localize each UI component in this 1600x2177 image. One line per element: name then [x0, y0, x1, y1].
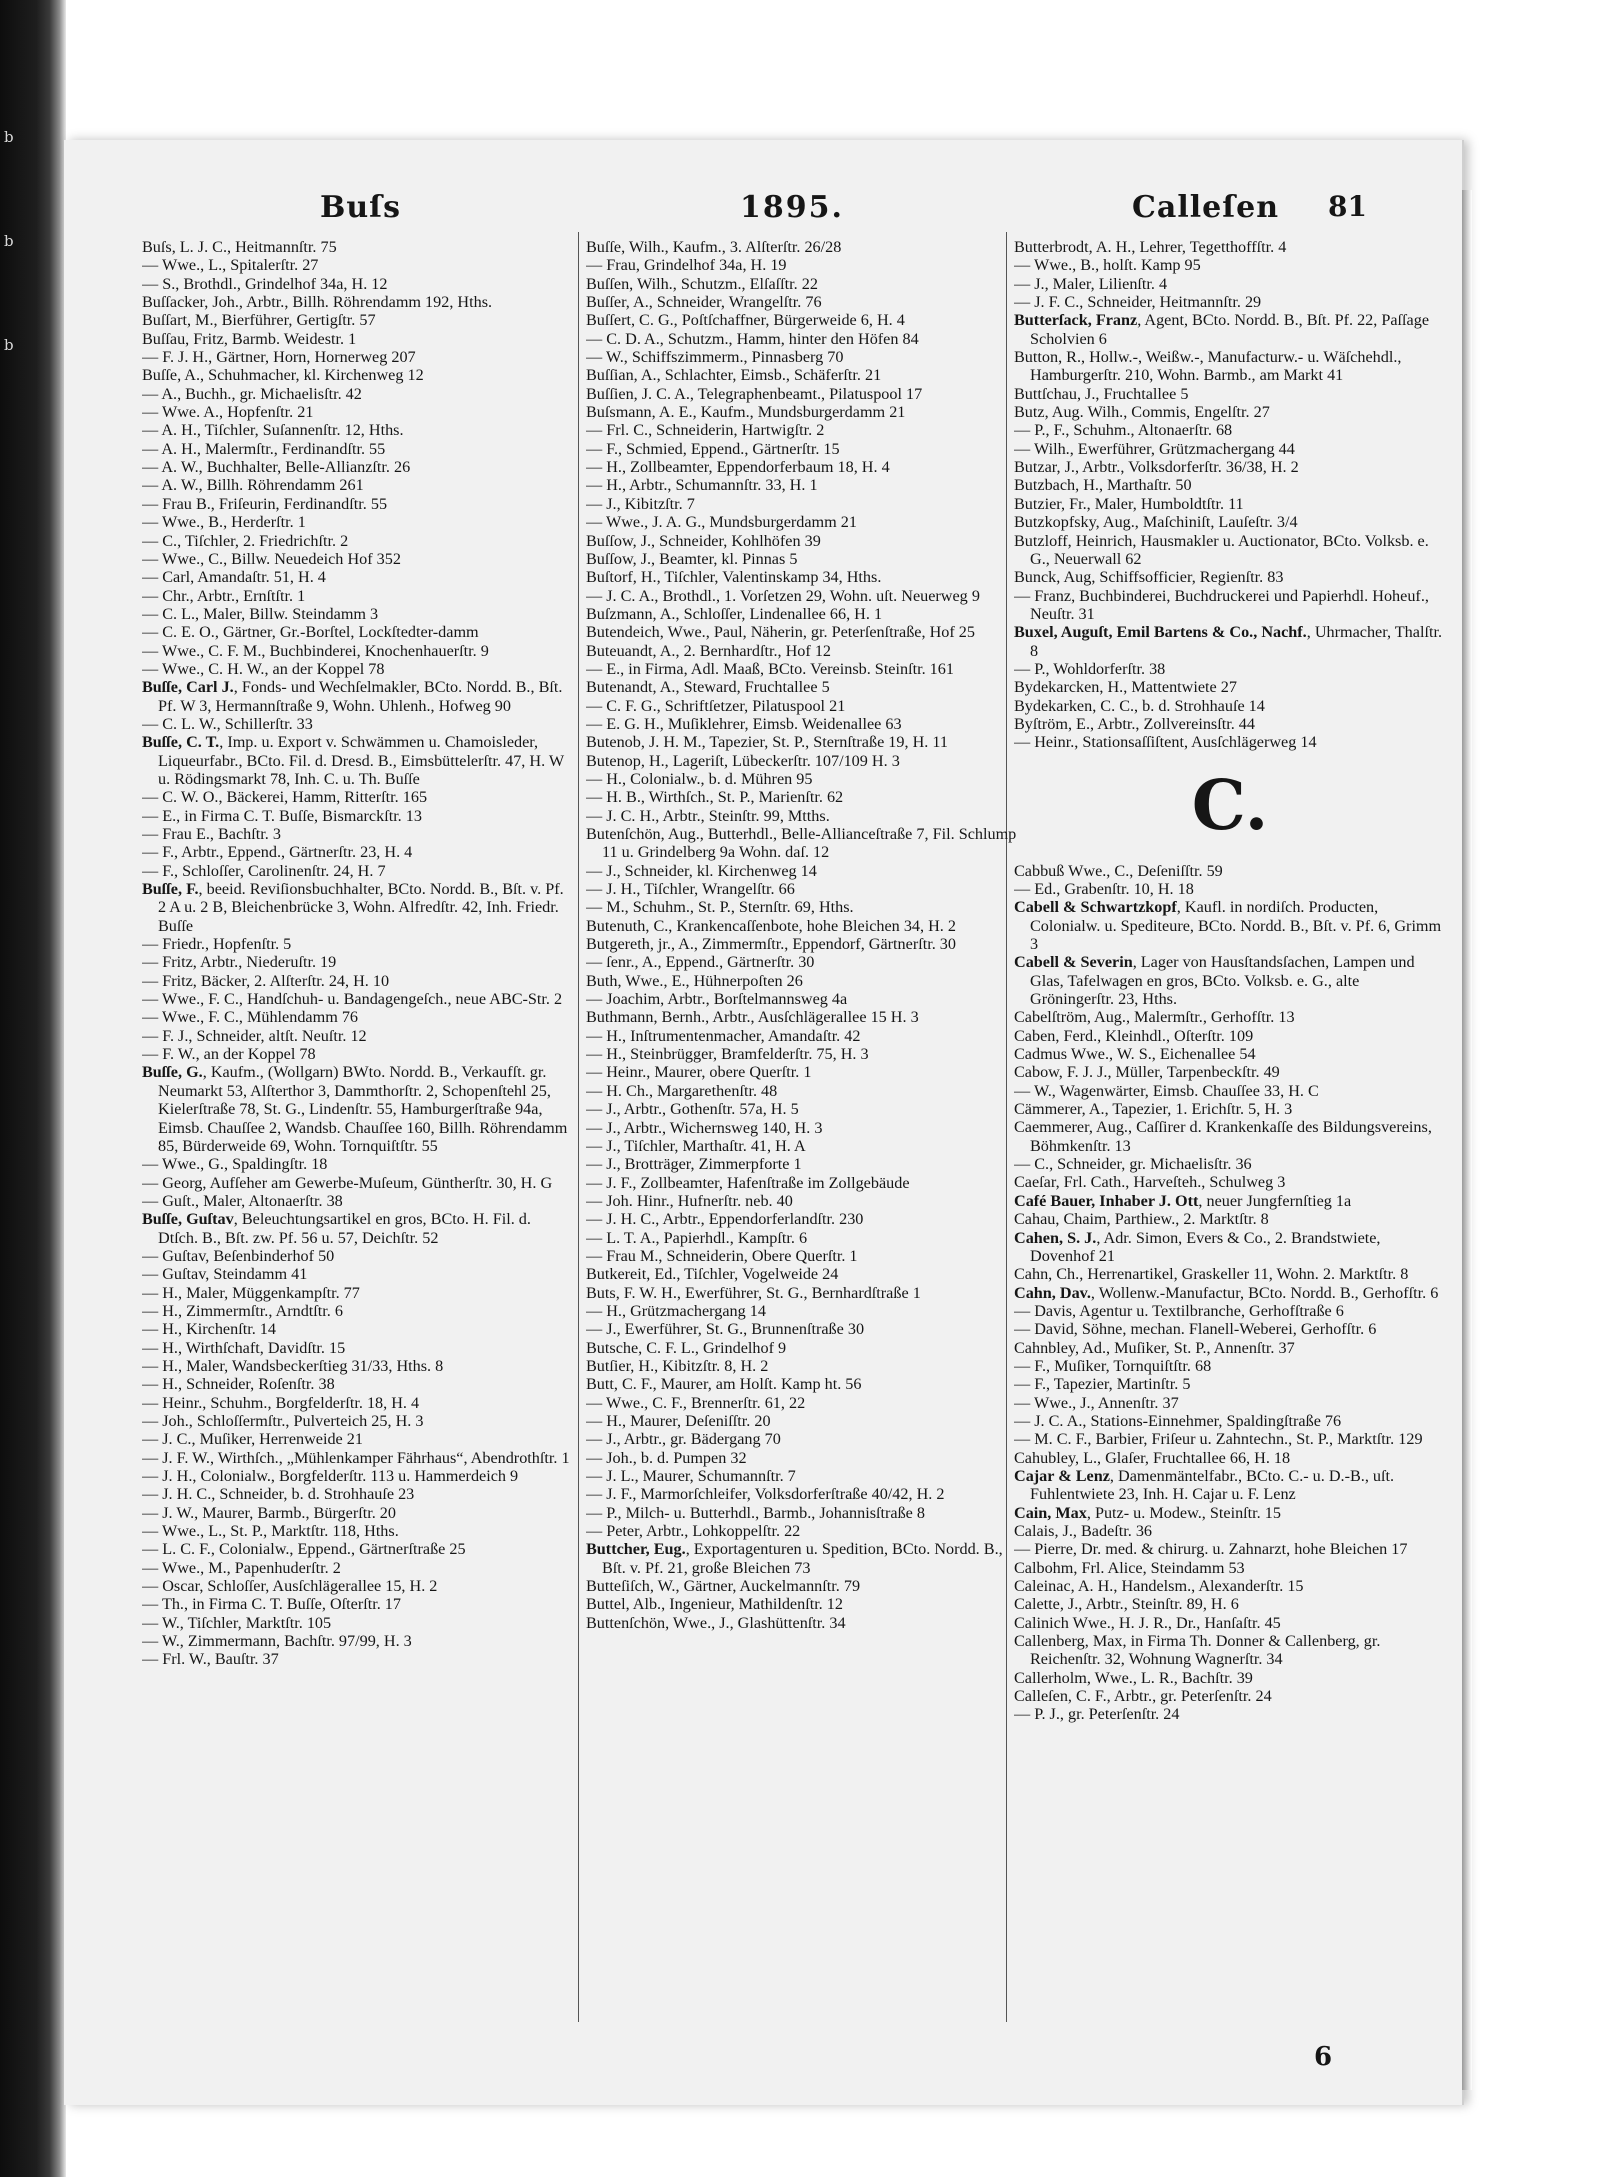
- directory-entry: Buſſacker, Joh., Arbtr., Billh. Röhrendamm 192, Hths.: [142, 293, 493, 312]
- directory-entry: Cämmerer, A., Tapezier, 1. Erichſtr. 5, H. 3: [1014, 1100, 1293, 1119]
- directory-entry: — Oscar, Schloſſer, Ausſchlägerallee 15, H. 2: [142, 1577, 438, 1596]
- directory-entry: — Fritz, Bäcker, 2. Alſterſtr. 24, H. 10: [142, 971, 390, 990]
- directory-entry: Caeſar, Frl. Cath., Harveſteh., Schulweg 3: [1014, 1173, 1286, 1192]
- directory-entry: — Frau E., Bachſtr. 3: [142, 825, 281, 843]
- directory-entry: — A., Buchh., gr. Michaelisſtr. 42: [142, 384, 362, 403]
- directory-entry: — Frau, Grindelhof 34a, H. 19: [586, 256, 787, 275]
- directory-entry: — Frl. W., Bauſtr. 37: [142, 1650, 279, 1669]
- directory-entry: Buſs, L. J. C., Heitmannſtr. 75: [142, 238, 337, 256]
- directory-entry: Callenberg, Max, in Firma Th. Donner & Callenberg, gr. Reichenſtr. 32, Wohnung Wagnerſtr. 34: [1014, 1632, 1381, 1669]
- header-year: 1895.: [740, 190, 844, 225]
- directory-entry: Calais, J., Badeſtr. 36: [1014, 1522, 1153, 1540]
- directory-entry: Cahnbley, Ad., Muſiker, St. P., Annenſtr. 37: [1014, 1338, 1295, 1357]
- directory-entry: Butzbach, H., Marthaſtr. 50: [1014, 476, 1192, 495]
- directory-entry: Buſſe, G., Kaufm., (Wollgarn) BWto. Nordd. B., Verkaufſt. gr. Neumarkt 53, Alſterthor 3, Dammthorſtr. 2, Schopenſtehl 25, Kielerſtraße 78, St. G., Lindenſtr. 55, Hamburgerſtraße 94a, Eimsb. Chauſſee 2, Wandsb. Chauſſee 160, Billh. Röhrendamm 85, Bürderweide 69, Wohn. Tornquiſtſtr. 55: [142, 1063, 568, 1155]
- directory-entry: Butzloff, Heinrich, Hausmakler u. Auctionator, BCto. Volksb. e. G., Neuerwall 62: [1014, 531, 1429, 568]
- directory-entry: — Wwe., J., Annenſtr. 37: [1014, 1393, 1179, 1412]
- directory-entry: — P. J., gr. Peterſenſtr. 24: [1014, 1705, 1180, 1724]
- directory-entry: Buſſien, J. C. A., Telegraphenbeamt., Pilatuspool 17: [586, 384, 923, 403]
- directory-entry: Buſſow, J., Beamter, kl. Pinnas 5: [586, 549, 798, 568]
- directory-entry: — C. D. A., Schutzm., Hamm, hinter den Höfen 84: [586, 329, 919, 348]
- directory-entry: Buſſe, C. T., Imp. u. Export v. Schwämmen u. Chamoisleder, Liqueurfabr., BCto. Fil. d. Dresd. B., Eimsbüttelerſtr. 47, H. W u. Rödingsmarkt 78, Inh. C. u. Th. Buſſe: [142, 733, 564, 788]
- directory-entry: — Georg, Aufſeher am Gewerbe-Muſeum, Güntherſtr. 30, H. G: [142, 1173, 553, 1192]
- directory-entry: Café Bauer, Inhaber J. Ott, neuer Jungfernſtieg 1a: [1014, 1191, 1352, 1210]
- directory-entry: — E., in Firma, Adl. Maaß, BCto. Vereinsb. Steinſtr. 161: [586, 659, 954, 678]
- directory-entry: — L. C. F., Colonialw., Eppend., Gärtnerſtraße 25: [142, 1540, 466, 1559]
- directory-entry: — H., Schneider, Roſenſtr. 38: [142, 1375, 335, 1394]
- header-last-entry: Calleſen: [1132, 190, 1279, 225]
- directory-entry: — W., Tiſchler, Marktſtr. 105: [142, 1613, 332, 1632]
- directory-entry: — L. T. A., Papierhdl., Kampſtr. 6: [586, 1228, 808, 1247]
- directory-entry: — F., Arbtr., Eppend., Gärtnerſtr. 23, H. 4: [142, 843, 413, 862]
- directory-entry: — Frl. C., Schneiderin, Hartwigſtr. 2: [586, 421, 825, 440]
- page-edge: [1462, 190, 1472, 2090]
- directory-entry: — F., Muſiker, Tornquiſtſtr. 68: [1014, 1356, 1212, 1375]
- directory-entry: Buth, Wwe., E., Hühnerpoſten 26: [586, 971, 803, 990]
- directory-entry: — J. H., Tiſchler, Wrangelſtr. 66: [586, 880, 795, 899]
- directory-entry: Cabow, F. J. J., Müller, Tarpenbeckſtr. 49: [1014, 1063, 1280, 1082]
- directory-entry: Butterſack, Franz, Agent, BCto. Nordd. B., Bſt. Pf. 22, Paſſage Scholvien 6: [1014, 311, 1430, 348]
- directory-entry: — P., F., Schuhm., Altonaerſtr. 68: [1014, 421, 1233, 440]
- directory-entry: Cadmus Wwe., W. S., Eichenallee 54: [1014, 1045, 1256, 1064]
- directory-entry: — J. F., Zollbeamter, Hafenſtraße im Zollgebäude: [586, 1173, 910, 1192]
- directory-entry: — J. C. A., Stations-Einnehmer, Spaldingſtraße 76: [1014, 1411, 1342, 1430]
- directory-entry: Buſtorf, H., Tiſchler, Valentinskamp 34, Hths.: [586, 568, 882, 587]
- directory-entry: Buttſchau, J., Fruchtallee 5: [1014, 384, 1189, 403]
- directory-entry: Calette, J., Arbtr., Steinſtr. 89, H. 6: [1014, 1595, 1239, 1614]
- directory-entry: Buſſe, Guſtav, Beleuchtungsartikel en gros, BCto. H. Fil. d. Dtſch. B., Bſt. zw. Pf. 56 u. 57, Deichſtr. 52: [142, 1210, 531, 1247]
- directory-entry: — Friedr., Hopfenſtr. 5: [142, 935, 292, 954]
- directory-entry: Buſſe, F., beeid. Reviſionsbuchhalter, BCto. Nordd. B., Bſt. v. Pf. 2 A u. 2 B, Bleichenbrücke 3, Wohn. Alfredſtr. 42, Inh. Friedr. Buſſe: [142, 880, 564, 935]
- directory-entry: — J. F. W., Wirthſch., „Mühlenkamper Fährhaus“, Abendrothſtr. 1: [142, 1448, 570, 1467]
- directory-entry: — Th., in Firma C. T. Buſſe, Oſterſtr. 17: [142, 1595, 401, 1614]
- column-2: [586, 238, 1018, 2016]
- directory-entry: — J., Schneider, kl. Kirchenweg 14: [586, 861, 817, 880]
- directory-entry: Butt, C. F., Maurer, am Holſt. Kamp ht. 56: [586, 1375, 862, 1394]
- directory-entry: — H., Kirchenſtr. 14: [142, 1320, 276, 1339]
- directory-entry: Buttcher, Eug., Exportagenturen u. Spedition, BCto. Nordd. B., Bſt. v. Pf. 21, große Bleichen 73: [586, 1540, 1003, 1577]
- directory-entry: — H., Grützmachergang 14: [586, 1301, 766, 1320]
- directory-entry: — Heinr., Maurer, obere Querſtr. 1: [586, 1063, 812, 1082]
- directory-entry: Cahn, Dav., Wollenw.-Manufactur, BCto. Nordd. B., Gerhofſtr. 6: [1014, 1283, 1439, 1302]
- directory-entry: Buſſer, A., Schneider, Wrangelſtr. 76: [586, 293, 822, 312]
- directory-entry: — F., Tapezier, Martinſtr. 5: [1014, 1375, 1191, 1394]
- page-header: [102, 190, 1432, 234]
- directory-entry: Buts, F. W. H., Ewerführer, St. G., Bernhardſtraße 1: [586, 1283, 921, 1302]
- directory-entry: Butenuth, C., Krankencaſſenbote, hohe Bleichen 34, H. 2: [586, 916, 956, 935]
- directory-entry: Butz, Aug. Wilh., Commis, Engelſtr. 27: [1014, 403, 1270, 422]
- directory-entry: — W., Zimmermann, Bachſtr. 97/99, H. 3: [142, 1632, 412, 1651]
- directory-entry: Bydekarken, C. C., b. d. Strohhauſe 14: [1014, 696, 1265, 715]
- directory-entry: Buſsmann, A. E., Kaufm., Mundsburgerdamm 21: [586, 403, 906, 422]
- directory-entry: Buſſe, A., Schuhmacher, kl. Kirchenweg 12: [142, 366, 424, 385]
- directory-entry: — J., Kibitzſtr. 7: [586, 494, 695, 513]
- directory-entry: — Wwe., C. F., Brennerſtr. 61, 22: [586, 1393, 806, 1412]
- directory-entry: — C. F. G., Schriftſetzer, Pilatuspool 21: [586, 696, 846, 715]
- directory-entry: — J., Maler, Lilienſtr. 4: [1014, 274, 1168, 293]
- directory-entry: — J. C. H., Arbtr., Steinſtr. 99, Mtths.: [586, 806, 830, 825]
- directory-page: [102, 168, 1442, 2072]
- directory-entry: — W., Schiffszimmerm., Pinnasberg 70: [586, 348, 844, 367]
- directory-entry: — Joachim, Arbtr., Borſtelmannsweg 4a: [586, 990, 848, 1009]
- directory-entry: Bydekarcken, H., Mattentwiete 27: [1014, 678, 1237, 697]
- directory-entry: Buthmann, Bernh., Arbtr., Ausſchlägerallee 15 H. 3: [586, 1008, 919, 1027]
- directory-entry: Cahau, Chaim, Parthiew., 2. Marktſtr. 8: [1014, 1210, 1269, 1229]
- spine-fragment: b: [4, 336, 14, 354]
- directory-entry: Butzar, J., Arbtr., Volksdorferſtr. 36/38, H. 2: [1014, 458, 1299, 477]
- directory-entry: — F. J., Schneider, altſt. Neuſtr. 12: [142, 1026, 367, 1045]
- directory-entry: — David, Söhne, mechan. Flanell-Weberei, Gerhofſtr. 6: [1014, 1320, 1377, 1339]
- directory-entry: — Joh., b. d. Pumpen 32: [586, 1448, 747, 1467]
- directory-entry: — A. W., Buchhalter, Belle-Allianzſtr. 26: [142, 458, 411, 477]
- directory-entry: — F., Schmied, Eppend., Gärtnerſtr. 15: [586, 439, 840, 458]
- directory-entry: — Heinr., Stationsaſſiſtent, Ausſchlägerweg 14: [1014, 733, 1317, 752]
- directory-entry: — J. H. C., Arbtr., Eppendorferlandſtr. 230: [586, 1210, 864, 1229]
- directory-entry: — H., Maler, Müggenkampſtr. 77: [142, 1283, 360, 1302]
- directory-entry: — C. E. O., Gärtner, Gr.-Borſtel, Lockſtedter-damm: [142, 623, 479, 642]
- directory-entry: Cain, Max, Putz- u. Modew., Steinſtr. 15: [1014, 1503, 1281, 1522]
- directory-entry: Butzier, Fr., Maler, Humboldtſtr. 11: [1014, 494, 1244, 513]
- directory-entry: Butenandt, A., Steward, Fruchtallee 5: [586, 678, 830, 697]
- directory-entry: Buſſen, Wilh., Schutzm., Elſaſſtr. 22: [586, 274, 818, 293]
- directory-entry: — F., Schloſſer, Carolinenſtr. 24, H. 7: [142, 861, 386, 880]
- directory-entry: — E. G. H., Muſiklehrer, Eimsb. Weidenallee 63: [586, 714, 902, 733]
- directory-entry: — Joh. Hinr., Hufnerſtr. neb. 40: [586, 1191, 793, 1210]
- directory-entry: — H. B., Wirthſch., St. P., Marienſtr. 62: [586, 788, 844, 807]
- directory-entry: Butenſchön, Aug., Butterhdl., Belle-Allianceſtraße 7, Fil. Schlump 11 u. Grindelberg 9a Wohn. daſ. 12: [586, 825, 1017, 862]
- directory-entry: — Wwe., M., Papenhuderſtr. 2: [142, 1558, 341, 1577]
- directory-entry: — Joh., Schloſſermſtr., Pulverteich 25, H. 3: [142, 1412, 424, 1430]
- directory-entry: — Guſt., Maler, Altonaerſtr. 38: [142, 1191, 343, 1210]
- directory-entry: Butgereth, jr., A., Zimmermſtr., Eppendorf, Gärtnerſtr. 30: [586, 935, 956, 954]
- directory-entry: — J., Arbtr., Gothenſtr. 57a, H. 5: [586, 1100, 799, 1119]
- directory-entry: Butenop, H., Lageriſt, Lübeckerſtr. 107/109 H. 3: [586, 751, 900, 770]
- directory-entry: — P., Milch- u. Butterhdl., Barmb., Johannisſtraße 8: [586, 1503, 926, 1522]
- directory-entry: — H., Inſtrumentenmacher, Amandaſtr. 42: [586, 1026, 861, 1045]
- directory-entry: Callerholm, Wwe., L. R., Bachſtr. 39: [1014, 1668, 1253, 1687]
- directory-entry: — Wwe., L., Spitalerſtr. 27: [142, 256, 319, 275]
- book-spine: [0, 0, 66, 2177]
- directory-entry: — C. L., Maler, Billw. Steindamm 3: [142, 604, 379, 623]
- directory-entry: Buttel, Alb., Ingenieur, Mathildenſtr. 12: [586, 1595, 843, 1614]
- directory-entry: — Fritz, Arbtr., Niederuſtr. 19: [142, 953, 337, 972]
- directory-entry: Butenob, J. H. M., Tapezier, St. P., Sternſtraße 19, H. 11: [586, 733, 948, 752]
- directory-entry: — F. J. H., Gärtner, Horn, Hornerweg 207: [142, 348, 416, 367]
- directory-entry: — Wwe., C. F. M., Buchbinderei, Knochenhauerſtr. 9: [142, 641, 489, 660]
- directory-entry: Byſtröm, E., Arbtr., Zollvereinsſtr. 44: [1014, 714, 1255, 733]
- directory-entry: — A. H., Malermſtr., Ferdinandſtr. 55: [142, 439, 386, 458]
- directory-entry: Cajar & Lenz, Damenmäntelfabr., BCto. C.- u. D.-B., uſt. Fuhlentwiete 23, Inh. H. Cajar u. F. Lenz: [1014, 1466, 1395, 1504]
- directory-entry: Cahubley, L., Glaſer, Fruchtallee 66, H. 18: [1014, 1448, 1291, 1467]
- directory-entry: — Wwe., C. H. W., an der Koppel 78: [142, 659, 385, 678]
- directory-entry: — A. H., Tiſchler, Suſannenſtr. 12, Hths.: [142, 421, 404, 440]
- directory-entry: — J. H. C., Schneider, b. d. Strohhauſe 23: [142, 1485, 415, 1504]
- directory-entry: Bunck, Aug, Schiffsofficier, Regienſtr. 83: [1014, 568, 1284, 587]
- directory-entry: Buxel, Auguſt, Emil Bartens & Co., Nachf., Uhrmacher, Thalſtr. 8: [1014, 623, 1442, 660]
- directory-entry: — Guſtav, Beſenbinderhof 50: [142, 1246, 335, 1265]
- directory-entry: — Wwe., B., Herderſtr. 1: [142, 513, 306, 532]
- directory-entry: — H., Maler, Wandsbeckerſtieg 31/33, Hths. 8: [142, 1356, 444, 1375]
- directory-entry: Cabelſtröm, Aug., Malermſtr., Gerhofſtr. 13: [1014, 1008, 1295, 1027]
- directory-entry: — Wwe., B., holſt. Kamp 95: [1014, 256, 1201, 275]
- directory-entry: — J. C. A., Brothdl., 1. Vorſetzen 29, Wohn. uſt. Neuerweg 9: [586, 586, 980, 605]
- directory-entry: Calinich Wwe., H. J. R., Dr., Hanſaſtr. 45: [1014, 1613, 1281, 1632]
- directory-entry: — J. L., Maurer, Schumannſtr. 7: [586, 1467, 796, 1486]
- directory-entry: — Wwe., C., Billw. Neuedeich Hof 352: [142, 549, 401, 568]
- directory-entry: — Wwe., F. C., Mühlendamm 76: [142, 1008, 359, 1027]
- directory-entry: Button, R., Hollw.-, Weißw.-, Manufacturw.- u. Wäſchehdl., Hamburgerſtr. 210, Wohn. Barmb., am Markt 41: [1014, 348, 1402, 385]
- directory-entry: Butteſiſch, W., Gärtner, Auckelmannſtr. 79: [586, 1577, 861, 1596]
- directory-entry: — M. C. F., Barbier, Friſeur u. Zahntechn., St. P., Marktſtr. 129: [1014, 1430, 1423, 1449]
- directory-entry: — E., in Firma C. T. Buſſe, Bismarckſtr. 13: [142, 806, 422, 825]
- directory-entry: — ſenr., A., Eppend., Gärtnerſtr. 30: [586, 953, 815, 972]
- directory-entry: — J., Brotträger, Zimmerpforte 1: [586, 1155, 802, 1174]
- spine-fragment: b: [4, 128, 14, 146]
- directory-entry: Cabell & Severin, Lager von Hausſtandsſachen, Lampen und Glas, Tafelwagen en gros, BCto. Volksb. e. G., alte Gröningerſtr. 23, Hths.: [1014, 953, 1415, 1009]
- spine-fragment: b: [4, 232, 14, 250]
- directory-entry: — H., Maurer, Deſeniſſtr. 20: [586, 1412, 771, 1430]
- directory-entry: — Pierre, Dr. med. & chirurg. u. Zahnarzt, hohe Bleichen 17: [1014, 1540, 1408, 1559]
- column-rule: [578, 232, 579, 2022]
- directory-entry: Buſſe, Carl J., Fonds- und Wechſelmakler, BCto. Nordd. B., Bſt. Pf. W 3, Hermannſtraße 9, Wohn. Uhlenh., Hofweg 90: [142, 678, 563, 715]
- directory-entry: — Davis, Agentur u. Textilbranche, Gerhofſtraße 6: [1014, 1301, 1344, 1320]
- directory-entry: — J. W., Maurer, Barmb., Bürgerſtr. 20: [142, 1503, 396, 1522]
- directory-entry: Cahen, S. J., Adr. Simon, Evers & Co., 2. Brandstwiete, Dovenhof 21: [1014, 1228, 1381, 1265]
- directory-entry: Caben, Ferd., Kleinhdl., Oſterſtr. 109: [1014, 1026, 1254, 1045]
- directory-entry: — C., Schneider, gr. Michaelisſtr. 36: [1014, 1155, 1252, 1174]
- directory-entry: — J., Arbtr., gr. Bädergang 70: [586, 1430, 781, 1449]
- column-1: [142, 238, 574, 2016]
- directory-entry: — Wwe. A., Hopfenſtr. 21: [142, 403, 314, 422]
- directory-entry: — Chr., Arbtr., Ernſtſtr. 1: [142, 586, 306, 605]
- directory-entry: — H., Arbtr., Schumannſtr. 33, H. 1: [586, 476, 818, 495]
- directory-entry: — J. C., Muſiker, Herrenweide 21: [142, 1430, 363, 1449]
- directory-entry: Butſier, H., Kibitzſtr. 8, H. 2: [586, 1356, 769, 1375]
- directory-entry: — M., Schuhm., St. P., Sternſtr. 69, Hths.: [586, 898, 854, 917]
- directory-entry: — Wwe., F. C., Handſchuh- u. Bandagengeſch., neue ABC-Str. 2: [142, 990, 563, 1009]
- signature-number: 6: [1314, 2042, 1333, 2072]
- directory-entry: Caleinac, A. H., Handelsm., Alexanderſtr. 15: [1014, 1577, 1304, 1596]
- directory-entry: — S., Brothdl., Grindelhof 34a, H. 12: [142, 274, 388, 293]
- directory-entry: Cabbuß Wwe., C., Deſeniſſtr. 59: [1014, 861, 1223, 880]
- directory-entry: Butkereit, Ed., Tiſchler, Vogelweide 24: [586, 1265, 839, 1284]
- directory-entry: — J., Ewerführer, St. G., Brunnenſtraße 30: [586, 1320, 865, 1339]
- directory-entry: — Wwe., G., Spaldingſtr. 18: [142, 1155, 328, 1174]
- directory-entry: — J. F., Marmorſchleifer, Volksdorferſtraße 40/42, H. 2: [586, 1485, 945, 1504]
- directory-entry: — H., Colonialw., b. d. Mühren 95: [586, 769, 813, 788]
- directory-entry: Buſſian, A., Schlachter, Eimsb., Schäferſtr. 21: [586, 366, 882, 385]
- column-3: [1014, 238, 1446, 2016]
- directory-entry: Caemmerer, Aug., Caſſirer d. Krankenkaſſe des Bildungsvereins, Böhmkenſtr. 13: [1014, 1118, 1432, 1155]
- directory-entry: — J. H., Colonialw., Borgfelderſtr. 113 u. Hammerdeich 9: [142, 1467, 519, 1486]
- section-letter: C.: [1191, 765, 1269, 846]
- directory-entry: Butendeich, Wwe., Paul, Näherin, gr. Peterſenſtraße, Hof 25: [586, 623, 975, 642]
- directory-entry: — Frau M., Schneiderin, Obere Querſtr. 1: [586, 1246, 858, 1265]
- directory-entry: — J., Arbtr., Wichernsweg 140, H. 3: [586, 1118, 823, 1137]
- directory-entry: — C. L. W., Schillerſtr. 33: [142, 714, 313, 733]
- directory-entry: — P., Wohldorferſtr. 38: [1014, 659, 1166, 678]
- directory-entry: — Heinr., Schuhm., Borgfelderſtr. 18, H. 4: [142, 1393, 420, 1412]
- directory-entry: — H., Wirthſchaft, Davidſtr. 15: [142, 1338, 346, 1357]
- directory-entry: — H. Ch., Margarethenſtr. 48: [586, 1081, 778, 1100]
- directory-entry: — Frau B., Friſeurin, Ferdinandſtr. 55: [142, 494, 388, 513]
- header-first-entry: Buſs: [320, 190, 401, 225]
- directory-entry: Buſſow, J., Schneider, Kohlhöfen 39: [586, 531, 821, 550]
- directory-entry: Buſſau, Fritz, Barmb. Weidestr. 1: [142, 329, 357, 348]
- directory-entry: Calleſen, C. F., Arbtr., gr. Peterſenſtr. 24: [1014, 1687, 1272, 1706]
- directory-entry: — C. W. O., Bäckerei, Hamm, Ritterſtr. 165: [142, 788, 428, 807]
- directory-entry: — W., Wagenwärter, Eimsb. Chauſſee 33, H. C: [1014, 1081, 1319, 1100]
- directory-entry: — A. W., Billh. Röhrendamm 261: [142, 476, 364, 495]
- directory-entry: — Wwe., J. A. G., Mundsburgerdamm 21: [586, 513, 857, 532]
- directory-entry: — Wwe., L., St. P., Marktſtr. 118, Hths.: [142, 1522, 399, 1541]
- directory-entry: — H., Zimmermſtr., Arndtſtr. 6: [142, 1301, 343, 1320]
- directory-entry: Butsche, C. F. L., Grindelhof 9: [586, 1338, 787, 1357]
- directory-entry: Butterbrodt, A. H., Lehrer, Tegetthoffſtr. 4: [1014, 238, 1287, 256]
- directory-entry: Calbohm, Frl. Alice, Steindamm 53: [1014, 1558, 1245, 1577]
- directory-entry: Cabell & Schwartzkopf, Kaufl. in nordiſch. Producten, Colonialw. u. Spediteure, BCto. Nordd. B., Bſt. v. Pf. 6, Grimm 3: [1014, 898, 1442, 953]
- directory-entry: Buſzmann, A., Schloſſer, Lindenallee 66, H. 1: [586, 604, 883, 623]
- directory-entry: — J. F. C., Schneider, Heitmannſtr. 29: [1014, 293, 1262, 312]
- directory-entry: Buſſert, C. G., Poſtſchaffner, Bürgerweide 6, H. 4: [586, 311, 905, 330]
- directory-entry: — C., Tiſchler, 2. Friedrichſtr. 2: [142, 531, 349, 550]
- page-number: 81: [1328, 190, 1367, 223]
- directory-entry: — J., Tiſchler, Marthaſtr. 41, H. A: [586, 1136, 806, 1155]
- directory-entry: Buſſe, Wilh., Kaufm., 3. Alſterſtr. 26/28: [586, 238, 842, 256]
- directory-entry: Buſſart, M., Bierführer, Gertigſtr. 57: [142, 311, 376, 330]
- directory-entry: — Ed., Grabenſtr. 10, H. 18: [1014, 879, 1194, 898]
- directory-entry: — H., Steinbrügger, Bramfelderſtr. 75, H. 3: [586, 1045, 869, 1064]
- directory-entry: Cahn, Ch., Herrenartikel, Graskeller 11, Wohn. 2. Marktſtr. 8: [1014, 1265, 1409, 1284]
- directory-entry: Buteuandt, A., 2. Bernhardſtr., Hof 12: [586, 641, 832, 660]
- directory-entry: — Carl, Amandaſtr. 51, H. 4: [142, 568, 326, 587]
- directory-entry: Butzkopfsky, Aug., Maſchiniſt, Lauſeſtr. 3/4: [1014, 513, 1298, 532]
- directory-entry: — F. W., an der Koppel 78: [142, 1045, 316, 1064]
- directory-entry: — H., Zollbeamter, Eppendorferbaum 18, H. 4: [586, 458, 890, 477]
- directory-entry: — Guſtav, Steindamm 41: [142, 1265, 308, 1284]
- directory-entry: Buttenſchön, Wwe., J., Glashüttenſtr. 34: [586, 1613, 846, 1632]
- directory-entry: — Peter, Arbtr., Lohkoppelſtr. 22: [586, 1522, 801, 1541]
- directory-entry: — Franz, Buchbinderei, Buchdruckerei und Papierhdl. Hoheuf., Neuſtr. 31: [1014, 586, 1429, 623]
- directory-entry: — Wilh., Ewerführer, Grützmachergang 44: [1014, 439, 1295, 458]
